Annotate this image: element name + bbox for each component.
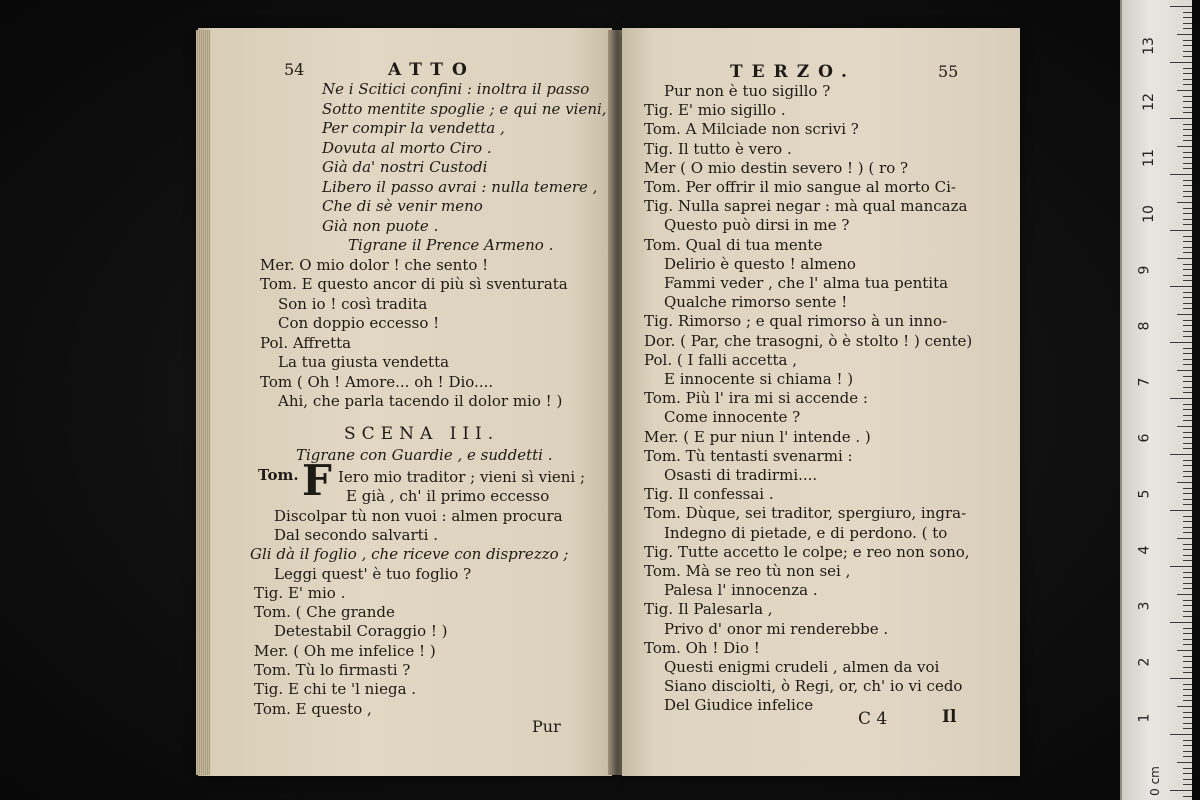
- text-line: E già , ch' il primo eccesso: [346, 487, 550, 506]
- ruler-tick: [1183, 23, 1192, 24]
- ruler-tick: [1170, 286, 1192, 287]
- ruler-tick: [1183, 560, 1192, 561]
- text-line: Detestabil Coraggio ! ): [274, 622, 448, 641]
- ruler-tick: [1183, 196, 1192, 197]
- ruler-number: 6: [1136, 433, 1153, 443]
- ruler-tick: [1183, 297, 1192, 298]
- ruler-tick: [1177, 426, 1192, 427]
- ruler-tick: [1170, 62, 1192, 63]
- ruler-tick: [1183, 583, 1192, 584]
- text-line: Tom. E questo ancor di più sì sventurata: [260, 275, 568, 293]
- ruler-tick: [1183, 616, 1192, 617]
- text-line: Tig. Rimorso ; e qual rimorso à un inno-: [644, 312, 948, 331]
- ruler-tick: [1183, 443, 1192, 444]
- ruler-number: 13: [1140, 37, 1157, 55]
- ruler-tick: [1183, 499, 1192, 500]
- text-line: Tom. ( Che grande: [254, 603, 395, 622]
- page-edges: [196, 30, 210, 775]
- right-running-header: TERZO.: [730, 62, 856, 82]
- ruler-tick: [1183, 572, 1192, 573]
- text-line: Tom ( Oh ! Amore... oh ! Dio....: [260, 372, 494, 391]
- text-line: Palesa l' innocenza .: [664, 581, 818, 600]
- ruler-tick: [1183, 661, 1192, 662]
- text-line: Siano disciolti, ò Regi, or, ch' io vi cedo: [664, 677, 963, 696]
- ruler-tick: [1183, 12, 1192, 13]
- ruler-tick: [1183, 717, 1192, 718]
- ruler-tick: [1183, 779, 1192, 780]
- text-line: Tom. Più l' ira mi si accende :: [644, 389, 868, 408]
- ruler-tick: [1183, 644, 1192, 645]
- ruler-tick: [1183, 521, 1192, 522]
- left-page-number: 54: [284, 60, 305, 79]
- ruler-tick: [1183, 448, 1192, 449]
- text-line: Dal secondo salvarti .: [274, 525, 438, 544]
- text-line: E innocente si chiama ! ): [664, 370, 854, 388]
- ruler-tick: [1183, 163, 1192, 164]
- text-line: Leggi quest' è tuo foglio ?: [274, 564, 472, 583]
- ruler-tick: [1183, 51, 1192, 52]
- text-line: Tom. E questo ,: [254, 699, 372, 718]
- ruler-tick: [1183, 241, 1192, 242]
- ruler-tick: [1183, 476, 1192, 477]
- ruler-tick: [1183, 107, 1192, 108]
- ruler-tick: [1170, 118, 1192, 119]
- text-line: Tom. Oh ! Dio !: [644, 638, 760, 657]
- left-page: [198, 28, 612, 776]
- ruler-tick: [1183, 712, 1192, 713]
- text-line: Tig. Il Palesarla ,: [644, 600, 773, 619]
- ruler-number: 12: [1140, 93, 1157, 111]
- ruler-tick: [1170, 790, 1192, 791]
- text-line: Tom. Per offrir il mio sangue al morto Ci-: [644, 178, 956, 196]
- text-line: Son io ! così tradita: [278, 294, 428, 313]
- text-line: Delirio è questo ! almeno: [664, 254, 856, 273]
- ruler-tick: [1183, 756, 1192, 757]
- ruler-tick: [1183, 527, 1192, 528]
- text-line: Pol. ( I falli accetta ,: [644, 350, 797, 369]
- ruler-tick: [1177, 314, 1192, 315]
- text-line: Tig. E chi te 'l niega .: [254, 680, 417, 699]
- ruler-number: 8: [1136, 321, 1153, 331]
- scene-subtitle: Tigrane con Guardie , e suddetti .: [296, 446, 553, 464]
- ruler-tick: [1183, 224, 1192, 225]
- ruler-tick: [1183, 611, 1192, 612]
- ruler-tick: [1170, 6, 1192, 7]
- ruler-tick: [1183, 544, 1192, 545]
- text-line: Del Giudice infelice: [664, 696, 814, 715]
- ruler-tick: [1177, 650, 1192, 651]
- ruler-tick: [1183, 689, 1192, 690]
- ruler-tick: [1183, 280, 1192, 281]
- text-line: Che di sè venir meno: [322, 197, 483, 215]
- text-line: Pur non è tuo sigillo ?: [664, 82, 831, 100]
- text-line: Tom. Qual di tua mente: [644, 235, 823, 254]
- ruler-tick: [1183, 700, 1192, 701]
- ruler-tick: [1183, 353, 1192, 354]
- ruler-tick: [1183, 185, 1192, 186]
- ruler-tick: [1183, 68, 1192, 69]
- ruler-tick: [1170, 398, 1192, 399]
- ruler-tick: [1183, 392, 1192, 393]
- text-line: Tig. E' mio .: [254, 583, 346, 602]
- ruler-tick: [1183, 135, 1192, 136]
- ruler-tick: [1183, 56, 1192, 57]
- ruler-tick: [1183, 124, 1192, 125]
- ruler-tick: [1177, 34, 1192, 35]
- right-catchword: Il: [942, 707, 957, 727]
- ruler-tick: [1183, 303, 1192, 304]
- ruler-tick: [1170, 230, 1192, 231]
- ruler-tick: [1183, 549, 1192, 550]
- ruler-tick: [1183, 516, 1192, 517]
- ruler-tick: [1183, 751, 1192, 752]
- ruler-tick: [1183, 219, 1192, 220]
- text-line: Come innocente ?: [664, 408, 801, 427]
- text-line: Iero mio traditor ; vieni sì vieni ;: [338, 468, 586, 486]
- ruler-tick: [1183, 325, 1192, 326]
- ruler-tick: [1177, 538, 1192, 539]
- ruler-tick: [1177, 146, 1192, 147]
- ruler-tick: [1183, 381, 1192, 382]
- ruler-tick: [1183, 471, 1192, 472]
- ruler-tick: [1183, 348, 1192, 349]
- ruler-tick: [1183, 45, 1192, 46]
- ruler-tick: [1170, 454, 1192, 455]
- text-line: Privo d' onor mi renderebbe .: [664, 619, 889, 638]
- ruler-tick: [1183, 504, 1192, 505]
- ruler-tick: [1183, 532, 1192, 533]
- ruler-tick: [1183, 409, 1192, 410]
- scene-speaker: Tom.: [258, 466, 299, 484]
- ruler-tick: [1170, 566, 1192, 567]
- ruler-tick: [1183, 404, 1192, 405]
- ruler-tick: [1183, 605, 1192, 606]
- ruler-tick: [1170, 622, 1192, 623]
- text-line: Tig. Nulla saprei negar : mà qual mancaza: [644, 197, 968, 216]
- ruler-tick: [1183, 768, 1192, 769]
- ruler-tick: [1183, 460, 1192, 461]
- ruler-tick: [1183, 359, 1192, 360]
- text-line: Per compir la vendetta ,: [322, 119, 505, 137]
- text-line: Mer. ( E pur niun l' intende . ): [644, 427, 871, 446]
- ruler-tick: [1177, 90, 1192, 91]
- text-line: Discolpar tù non vuoi : almen procura: [274, 506, 563, 525]
- ruler-tick: [1183, 269, 1192, 270]
- text-line: Fammi veder , che l' alma tua pentita: [664, 274, 949, 292]
- ruler-tick: [1170, 678, 1192, 679]
- ruler-tick: [1183, 415, 1192, 416]
- text-line: Tig. Tutte accetto le colpe; e reo non sono,: [644, 542, 970, 561]
- ruler-tick: [1183, 320, 1192, 321]
- ruler-tick: [1183, 180, 1192, 181]
- text-line: Tom. Tù lo firmasti ?: [254, 661, 411, 679]
- ruler-tick: [1183, 465, 1192, 466]
- ruler-tick: [1170, 174, 1192, 175]
- text-line: Questi enigmi crudeli , almen da voi: [664, 658, 940, 676]
- ruler-tick: [1183, 275, 1192, 276]
- ruler-tick: [1183, 639, 1192, 640]
- ruler-tick: [1183, 628, 1192, 629]
- text-line: Osasti di tradirmi....: [664, 466, 818, 484]
- ruler-tick: [1183, 376, 1192, 377]
- ruler-tick: [1183, 152, 1192, 153]
- left-catchword: Pur: [532, 717, 561, 736]
- left-running-header: ATTO: [388, 60, 476, 80]
- ruler-tick: [1183, 633, 1192, 634]
- ruler-tick: [1183, 728, 1192, 729]
- ruler-number: 2: [1136, 657, 1153, 667]
- ruler-tick: [1183, 420, 1192, 421]
- measuring-ruler: [1120, 0, 1192, 800]
- text-line: Con doppio eccesso !: [278, 314, 440, 332]
- ruler-tick: [1183, 73, 1192, 74]
- ruler-tick: [1183, 588, 1192, 589]
- ruler-tick: [1183, 157, 1192, 158]
- ruler-number: 5: [1136, 489, 1153, 499]
- ruler-tick: [1183, 723, 1192, 724]
- ruler-tick: [1183, 129, 1192, 130]
- text-line: Tom. Dùque, sei traditor, spergiuro, ingra-: [644, 504, 967, 523]
- ruler-tick: [1183, 695, 1192, 696]
- right-page: [622, 28, 1020, 776]
- ruler-tick: [1183, 437, 1192, 438]
- signature-mark: C 4: [858, 709, 888, 729]
- text-line: Libero il passo avrai : nulla temere ,: [322, 177, 598, 196]
- ruler-tick: [1177, 594, 1192, 595]
- scene-heading: SCENA III.: [344, 424, 500, 444]
- ruler-unit-label: 0 cm: [1147, 766, 1162, 796]
- ruler-tick: [1183, 493, 1192, 494]
- ruler-number: 1: [1136, 713, 1153, 723]
- text-line: Ne i Scitici confini : inoltra il passo: [322, 80, 590, 98]
- ruler-tick: [1177, 482, 1192, 483]
- ruler-tick: [1183, 96, 1192, 97]
- ruler-tick: [1183, 364, 1192, 365]
- ruler-number: 4: [1136, 545, 1153, 555]
- ruler-tick: [1170, 342, 1192, 343]
- ruler-tick: [1183, 213, 1192, 214]
- text-line: Mer. O mio dolor ! che sento !: [260, 255, 489, 274]
- text-line: Dovuta al morto Ciro .: [322, 138, 492, 157]
- ruler-tick: [1183, 168, 1192, 169]
- ruler-tick: [1183, 236, 1192, 237]
- ruler-tick: [1183, 112, 1192, 113]
- text-line: Tom. Mà se reo tù non sei ,: [644, 562, 851, 580]
- ruler-tick: [1177, 706, 1192, 707]
- text-line: Tom. A Milciade non scrivi ?: [644, 120, 859, 139]
- ruler-number: 11: [1140, 149, 1157, 167]
- ruler-tick: [1183, 331, 1192, 332]
- ruler-tick: [1183, 17, 1192, 18]
- text-line: Tigrane il Prence Armeno .: [348, 236, 554, 254]
- ruler-tick: [1183, 773, 1192, 774]
- ruler-number: 3: [1136, 601, 1153, 611]
- text-line: Tig. E' mio sigillo .: [644, 101, 786, 120]
- ruler-tick: [1183, 264, 1192, 265]
- ruler-number: 7: [1136, 377, 1153, 387]
- text-line: Indegno di pietade, e di perdono. ( to: [664, 523, 948, 542]
- text-line: Tig. Il tutto è vero .: [644, 139, 792, 158]
- ruler-tick: [1183, 308, 1192, 309]
- ruler-tick: [1177, 762, 1192, 763]
- ruler-tick: [1170, 510, 1192, 511]
- text-line: Già da' nostri Custodi: [322, 158, 488, 176]
- ruler-number: 10: [1140, 205, 1157, 223]
- ruler-tick: [1183, 488, 1192, 489]
- ruler-tick: [1183, 387, 1192, 388]
- ruler-tick: [1170, 734, 1192, 735]
- ruler-tick: [1183, 84, 1192, 85]
- text-line: Questo può dirsi in me ?: [664, 216, 850, 235]
- right-page-number: 55: [938, 62, 959, 81]
- text-line: Mer ( O mio destin severo ! ) ( ro ?: [644, 158, 909, 177]
- ruler-tick: [1183, 208, 1192, 209]
- text-line: La tua giusta vendetta: [278, 353, 450, 371]
- ruler-tick: [1183, 672, 1192, 673]
- ruler-tick: [1183, 101, 1192, 102]
- drop-cap: F: [302, 456, 332, 505]
- ruler-tick: [1183, 577, 1192, 578]
- text-line: Ahi, che parla tacendo il dolor mio ! ): [278, 392, 563, 410]
- text-line: Pol. Affretta: [260, 333, 352, 352]
- text-line: Sotto mentite spoglie ; e qui ne vieni,: [322, 99, 607, 118]
- text-line: Mer. ( Oh me infelice ! ): [254, 641, 436, 660]
- text-line: Gli dà il foglio , che riceve con disprezzo ;: [250, 545, 569, 564]
- ruler-tick: [1183, 555, 1192, 556]
- ruler-tick: [1183, 656, 1192, 657]
- ruler-tick: [1177, 370, 1192, 371]
- ruler-tick: [1183, 28, 1192, 29]
- ruler-tick: [1183, 796, 1192, 797]
- ruler-tick: [1183, 745, 1192, 746]
- ruler-tick: [1183, 292, 1192, 293]
- ruler-tick: [1183, 600, 1192, 601]
- text-line: Già non puote .: [322, 216, 439, 235]
- ruler-tick: [1183, 740, 1192, 741]
- ruler-tick: [1183, 432, 1192, 433]
- text-line: Qualche rimorso sente !: [664, 293, 848, 312]
- ruler-tick: [1177, 202, 1192, 203]
- ruler-tick: [1183, 247, 1192, 248]
- text-line: Tig. Il confessai .: [644, 485, 774, 504]
- ruler-tick: [1183, 252, 1192, 253]
- ruler-tick: [1183, 79, 1192, 80]
- ruler-tick: [1183, 667, 1192, 668]
- ruler-tick: [1183, 336, 1192, 337]
- ruler-tick: [1183, 684, 1192, 685]
- ruler-tick: [1183, 191, 1192, 192]
- ruler-tick: [1183, 40, 1192, 41]
- ruler-tick: [1183, 784, 1192, 785]
- text-line: Tom. Tù tentasti svenarmi :: [644, 446, 853, 465]
- ruler-tick: [1183, 140, 1192, 141]
- ruler-number: 9: [1136, 265, 1153, 275]
- text-line: Dor. ( Par, che trasogni, ò è stolto ! ) cente): [644, 331, 973, 350]
- ruler-tick: [1177, 258, 1192, 259]
